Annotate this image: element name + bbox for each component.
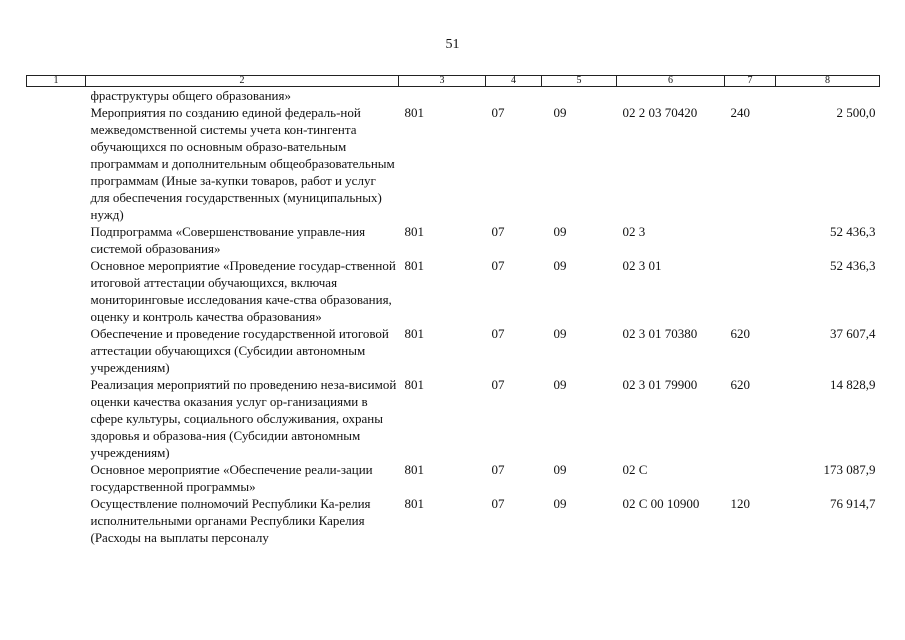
amount: 173 087,9 [823, 462, 876, 477]
expense-name: Основное мероприятие «Обеспечение реали-зации государственной программы» [90, 462, 373, 494]
column-number-4: 4 [486, 76, 542, 87]
table-row [27, 461, 880, 495]
table-row [27, 104, 880, 223]
expense-type-code [725, 223, 776, 257]
row-number-cell [27, 376, 86, 461]
target-article-code: 02 3 [622, 224, 646, 239]
target-article-code: 02 С [622, 462, 648, 477]
expense-name: фраструктуры общего образования» [90, 88, 291, 103]
row-number-cell [27, 325, 86, 376]
table-row [27, 325, 880, 376]
target-article-code: 02 3 01 70380 [622, 326, 698, 341]
section-code: 07 [491, 326, 505, 341]
expense-name: Основное мероприятие «Проведение государ-ственной итоговой аттестации обучающихся, включая мониторинговые исследования каче-ства образования, оценку и контроль качества образования» [90, 258, 396, 324]
target-article-code: 02 С 00 10900 [622, 496, 700, 511]
department-code: 801 [404, 258, 424, 273]
expense-name: Мероприятия по созданию единой федераль-ной межведомственной системы учета кон-тингента обучающихся по основным образо-вательным программам и дополнительным общеобразовательным программам (Иные за-купки товаров, работ и услуг для обеспечения государственных (муниципальных) нужд) [90, 105, 395, 222]
amount: 37 607,4 [830, 326, 876, 341]
column-number-2: 2 [86, 76, 399, 87]
department-code: 801 [404, 377, 424, 392]
expense-type-code: 620 [730, 326, 750, 341]
row-number-cell [27, 495, 86, 546]
target-article-code [617, 87, 725, 105]
page-number: 51 [445, 37, 460, 52]
amount [776, 87, 880, 105]
column-number-3: 3 [399, 76, 486, 87]
expense-name: Подпрограмма «Совершенствование управле-ния системой образования» [90, 224, 366, 256]
amount: 2 500,0 [836, 105, 876, 120]
section-code: 07 [491, 105, 505, 120]
department-code: 801 [404, 224, 424, 239]
column-number-8: 8 [776, 76, 880, 87]
amount: 14 828,9 [830, 377, 876, 392]
expense-type-code: 620 [730, 377, 750, 392]
column-number-row [27, 76, 880, 87]
subsection-code: 09 [553, 496, 567, 511]
department-code: 801 [404, 326, 424, 341]
subsection-code: 09 [553, 224, 567, 239]
department-code: 801 [404, 105, 424, 120]
department-code: 801 [404, 462, 424, 477]
row-number-cell [27, 461, 86, 495]
amount: 76 914,7 [830, 496, 876, 511]
target-article-code: 02 2 03 70420 [622, 105, 698, 120]
amount: 52 436,3 [830, 258, 876, 273]
amount: 52 436,3 [830, 224, 876, 239]
column-number-7: 7 [725, 76, 776, 87]
table-row [27, 257, 880, 325]
expense-name: Обеспечение и проведение государственной итоговой аттестации обучающихся (Субсидии автономным учреждениям) [90, 326, 389, 375]
section-code: 07 [491, 377, 505, 392]
target-article-code: 02 3 01 79900 [622, 377, 698, 392]
table-row [27, 223, 880, 257]
expense-name: Осуществление полномочий Республики Ка-релия исполнительными органами Республики Карелия (Расходы на выплаты персоналу [90, 496, 371, 545]
column-number-6: 6 [617, 76, 725, 87]
subsection-code: 09 [553, 462, 567, 477]
budget-table [26, 75, 880, 546]
subsection-code: 09 [553, 326, 567, 341]
department-code [399, 87, 486, 105]
subsection-code: 09 [553, 105, 567, 120]
expense-name: Реализация мероприятий по проведению неза-висимой оценки качества оказания услуг ор-ганизациями в сфере культуры, социального обслуживания, охраны здоровья и образова-ния (Субсидии автономным учреждениям) [90, 377, 397, 460]
expense-type-code [725, 87, 776, 105]
section-code: 07 [491, 462, 505, 477]
expense-type-code [725, 257, 776, 325]
subsection-code [542, 87, 617, 105]
subsection-code: 09 [553, 258, 567, 273]
table-row [27, 87, 880, 105]
target-article-code: 02 3 01 [622, 258, 662, 273]
row-number-cell [27, 104, 86, 223]
section-code: 07 [491, 258, 505, 273]
department-code: 801 [404, 496, 424, 511]
section-code [486, 87, 542, 105]
section-code: 07 [491, 496, 505, 511]
expense-type-code: 240 [730, 105, 750, 120]
table-row [27, 495, 880, 546]
section-code: 07 [491, 224, 505, 239]
column-number-1: 1 [27, 76, 86, 87]
table-row [27, 376, 880, 461]
column-number-5: 5 [542, 76, 617, 87]
row-number-cell [27, 87, 86, 105]
subsection-code: 09 [553, 377, 567, 392]
row-number-cell [27, 223, 86, 257]
row-number-cell [27, 257, 86, 325]
expense-type-code: 120 [730, 496, 750, 511]
expense-type-code [725, 461, 776, 495]
